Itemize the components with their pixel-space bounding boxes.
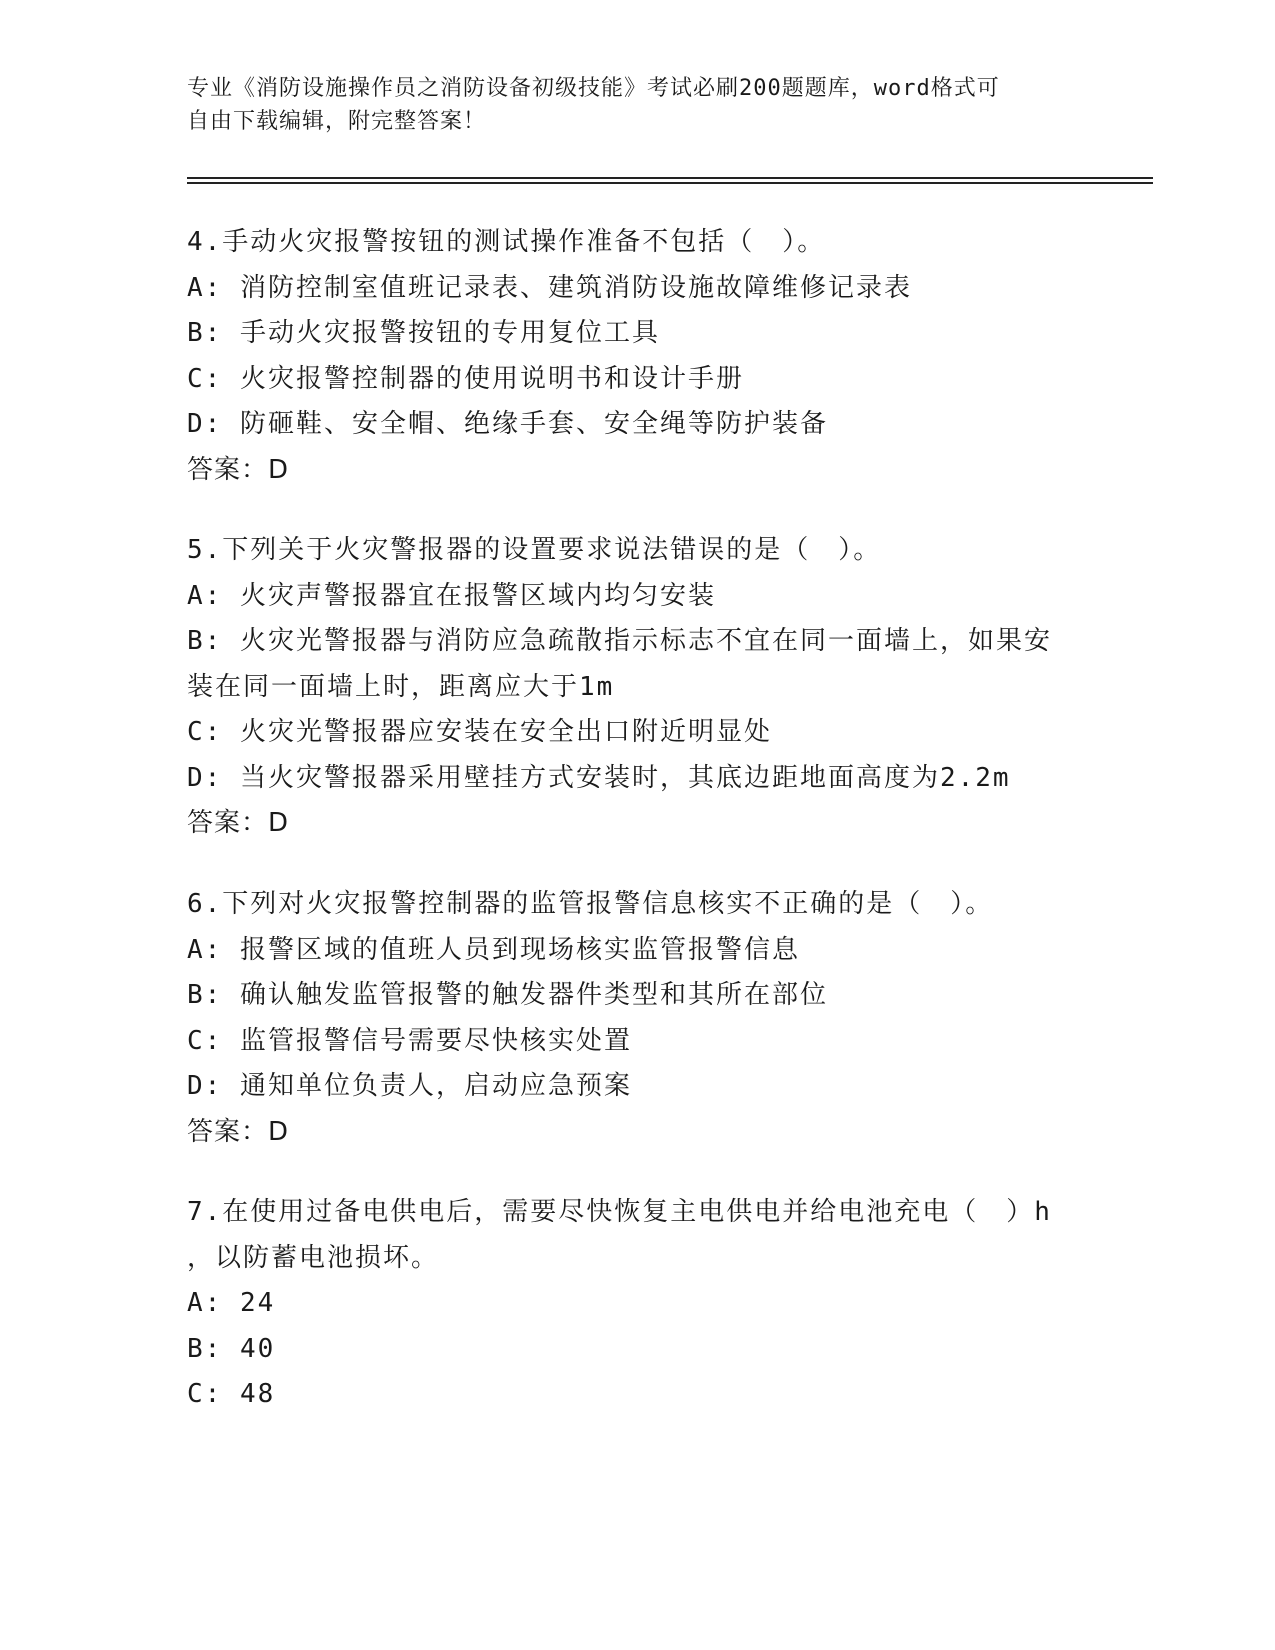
question-4	[187, 220, 1087, 493]
option-c: C: 48	[187, 1379, 276, 1409]
document-header	[187, 72, 1067, 138]
question-stem: 5.下列关于火灾警报器的设置要求说法错误的是（ ）。	[187, 535, 882, 565]
header-line-1: 专业《消防设施操作员之消防设备初级技能》考试必刷200题题库，word格式可	[187, 76, 1000, 101]
header-line-2: 自由下载编辑，附完整答案！	[187, 109, 487, 134]
question-stem: 4.手动火灾报警按钮的测试操作准备不包括（ ）。	[187, 227, 826, 257]
option-d: D: 当火灾警报器采用壁挂方式安装时，其底边距地面高度为2.2m	[187, 762, 1011, 793]
option-b: B: 手动火灾报警按钮的专用复位工具	[187, 318, 660, 348]
option-c: C: 火灾光警报器应安装在安全出口附近明显处	[187, 717, 772, 747]
option-c: C: 监管报警信号需要尽快核实处置	[187, 1025, 632, 1056]
option-a: A: 火灾声警报器宜在报警区域内均匀安装	[187, 580, 716, 611]
option-b: B: 火灾光警报器与消防应急疏散指示标志不宜在同一面墙上，如果安	[187, 626, 1052, 656]
question-stem: 6.下列对火灾报警控制器的监管报警信息核实不正确的是（ ）。	[187, 889, 994, 919]
question-7	[187, 1190, 1087, 1418]
question-stem-continued: ，以防蓄电池损坏。	[187, 1242, 440, 1273]
option-d: D: 防砸鞋、安全帽、绝缘手套、安全绳等防护装备	[187, 409, 828, 439]
option-c: C: 火灾报警控制器的使用说明书和设计手册	[187, 363, 744, 394]
option-b: B: 确认触发监管报警的触发器件类型和其所在部位	[187, 980, 828, 1010]
question-stem: 7.在使用过备电供电后，需要尽快恢复主电供电并给电池充电（ ）h	[187, 1197, 1052, 1227]
option-b-continued: 装在同一面墙上时，距离应大于1m	[187, 671, 615, 702]
answer: 答案：D	[187, 1116, 290, 1147]
answer: 答案：D	[187, 808, 290, 838]
option-b: B: 40	[187, 1333, 276, 1364]
option-d: D: 通知单位负责人，启动应急预案	[187, 1071, 632, 1101]
option-a: A: 消防控制室值班记录表、建筑消防设施故障维修记录表	[187, 272, 912, 303]
header-divider-bottom	[187, 182, 1153, 184]
question-5	[187, 528, 1087, 847]
question-6	[187, 882, 1087, 1155]
option-a: A: 24	[187, 1288, 276, 1318]
answer: 答案：D	[187, 454, 290, 485]
option-a: A: 报警区域的值班人员到现场核实监管报警信息	[187, 934, 800, 965]
header-divider-top	[187, 177, 1153, 179]
